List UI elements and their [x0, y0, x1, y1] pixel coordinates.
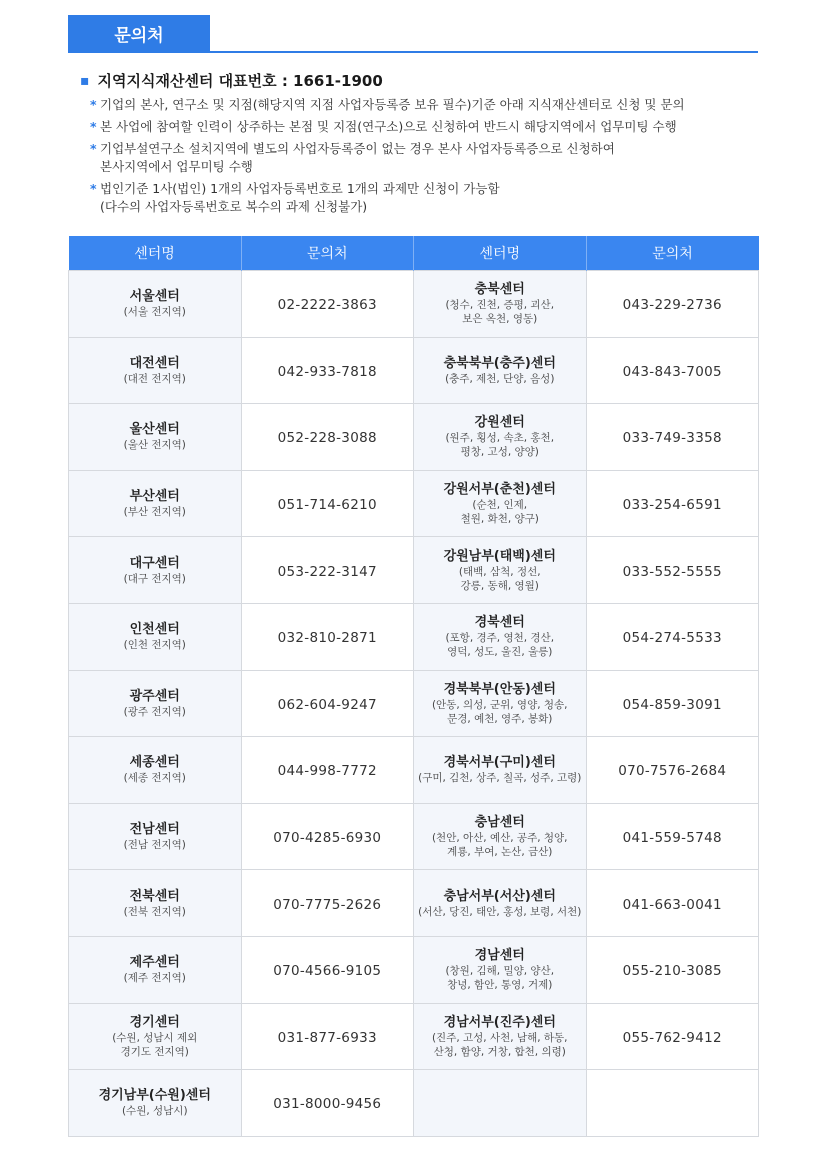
notes-list	[90, 96, 750, 220]
center-name-cell	[414, 337, 587, 404]
center-name-cell	[414, 1003, 587, 1070]
table-row	[69, 470, 759, 537]
phone-cell	[241, 1070, 414, 1137]
phone-cell	[586, 936, 759, 1003]
center-region: (인천 전지역)	[123, 639, 186, 652]
asterisk-icon: *	[90, 181, 97, 196]
center-name: 울산센터	[129, 422, 180, 438]
section-header	[68, 15, 758, 53]
phone-number: 054-274-5533	[622, 630, 722, 647]
center-name: 대전센터	[129, 355, 180, 371]
table-row	[69, 537, 759, 604]
table-header-row	[69, 236, 759, 271]
center-region: (전북 전지역)	[123, 905, 186, 918]
note-item	[90, 96, 750, 114]
center-name: 제주센터	[129, 955, 180, 971]
center-name: 부산센터	[129, 489, 180, 505]
center-name: 충북북부(충주)센터	[443, 355, 556, 371]
column-header: 센터명	[69, 236, 242, 271]
table-row	[69, 803, 759, 870]
table-row	[69, 936, 759, 1003]
phone-number: 054-859-3091	[622, 696, 722, 713]
center-name-cell	[414, 870, 587, 937]
center-name: 경기남부(수원)센터	[98, 1088, 211, 1104]
asterisk-icon: *	[90, 119, 97, 134]
table-body	[69, 271, 759, 1137]
phone-number: 055-762-9412	[622, 1029, 722, 1046]
center-name-cell	[414, 470, 587, 537]
phone-cell	[586, 870, 759, 937]
section-title: 문의처	[68, 15, 210, 51]
center-region: (창원, 김해, 밀양, 양산, 창녕, 함안, 통영, 거제)	[445, 965, 555, 992]
phone-cell	[586, 404, 759, 471]
center-name: 서울센터	[129, 289, 180, 305]
center-name-cell	[414, 603, 587, 670]
phone-cell	[241, 537, 414, 604]
phone-number: 033-749-3358	[622, 430, 722, 447]
phone-cell	[241, 737, 414, 804]
table-row	[69, 670, 759, 737]
phone-number: 070-7576-2684	[618, 763, 727, 780]
main-contact-text: 지역지식재산센터 대표번호 : 1661-1900	[97, 72, 383, 90]
column-header: 센터명	[414, 236, 587, 271]
center-name: 강원센터	[474, 415, 525, 431]
phone-number: 053-222-3147	[277, 563, 377, 580]
center-region: (제주 전지역)	[123, 972, 186, 985]
phone-cell	[586, 470, 759, 537]
phone-number: 041-559-5748	[622, 830, 722, 847]
center-name: 경북서부(구미)센터	[443, 755, 556, 771]
phone-cell	[241, 603, 414, 670]
phone-cell	[241, 670, 414, 737]
phone-number: 044-998-7772	[277, 763, 377, 780]
center-name: 경북북부(안동)센터	[443, 681, 556, 697]
center-region: (진주, 고성, 사천, 남해, 하동, 산청, 함양, 거창, 합천, 의령)	[431, 1031, 568, 1058]
phone-number: 041-663-0041	[622, 896, 722, 913]
center-name-cell	[69, 1003, 242, 1070]
center-name: 충남센터	[474, 815, 525, 831]
center-name: 전북센터	[129, 888, 180, 904]
center-name: 광주센터	[129, 688, 180, 704]
center-region: (충주, 제천, 단양, 음성)	[445, 372, 555, 385]
center-region: (대전 전지역)	[123, 372, 186, 385]
center-name-cell	[414, 537, 587, 604]
center-name-cell	[414, 670, 587, 737]
phone-cell	[586, 1070, 759, 1137]
phone-cell	[241, 870, 414, 937]
center-name: 전남센터	[129, 822, 180, 838]
phone-number: 031-8000-9456	[273, 1096, 382, 1113]
table-row	[69, 870, 759, 937]
phone-cell	[241, 936, 414, 1003]
center-name-cell	[69, 603, 242, 670]
note-item	[90, 140, 750, 176]
center-name-cell	[69, 870, 242, 937]
center-name: 충북센터	[474, 282, 525, 298]
center-name-cell	[69, 737, 242, 804]
note-text: 본 사업에 참여할 인력이 상주하는 본점 및 지점(연구소)으로 신청하여 반드시 해당지역에서 업무미팅 수행	[100, 119, 677, 134]
phone-number: 043-229-2736	[622, 297, 722, 314]
center-region: (대구 전지역)	[123, 572, 186, 585]
phone-cell	[241, 404, 414, 471]
table-row	[69, 1003, 759, 1070]
note-item	[90, 118, 750, 136]
phone-number: 033-254-6591	[622, 497, 722, 514]
table-row	[69, 271, 759, 338]
center-name-cell	[69, 404, 242, 471]
phone-number: 055-210-3085	[622, 963, 722, 980]
center-name-cell	[69, 470, 242, 537]
phone-number: 062-604-9247	[277, 696, 377, 713]
center-region: (천안, 아산, 예산, 공주, 청양, 계룡, 부여, 논산, 금산)	[431, 832, 568, 859]
phone-cell	[241, 1003, 414, 1070]
phone-number: 043-843-7005	[622, 363, 722, 380]
center-region: (전남 전지역)	[123, 839, 186, 852]
center-name-cell	[414, 737, 587, 804]
center-region: (부산 전지역)	[123, 506, 186, 519]
center-name: 세종센터	[129, 755, 180, 771]
center-region: (서산, 당진, 태안, 홍성, 보령, 서천)	[418, 905, 582, 918]
note-text: 기업의 본사, 연구소 및 지점(해당지역 지점 사업자등록증 보유 필수)기준 아래 지식재산센터로 신청 및 문의	[100, 97, 685, 112]
phone-number: 070-7775-2626	[273, 896, 382, 913]
note-text: 기업부설연구소 설치지역에 별도의 사업자등록증이 없는 경우 본사 사업자등록증으로 신청하여 본사지역에서 업무미팅 수행	[100, 141, 615, 174]
center-name-cell	[69, 936, 242, 1003]
center-name: 인천센터	[129, 622, 180, 638]
center-region: (태백, 삼척, 정선, 강릉, 동해, 영월)	[458, 565, 541, 592]
phone-number: 031-877-6933	[277, 1029, 377, 1046]
center-region: (청수, 진천, 증평, 괴산, 보은 옥천, 영동)	[445, 299, 555, 326]
table-row	[69, 337, 759, 404]
center-name-cell	[69, 803, 242, 870]
bullet-icon: ▪	[80, 72, 90, 89]
phone-cell	[586, 603, 759, 670]
phone-number: 052-228-3088	[277, 430, 377, 447]
center-region: (서울 전지역)	[123, 306, 186, 319]
asterisk-icon: *	[90, 141, 97, 156]
center-region: (울산 전지역)	[123, 439, 186, 452]
center-name: 경북센터	[474, 615, 525, 631]
center-name: 경기센터	[129, 1014, 180, 1030]
center-name: 경남센터	[474, 948, 525, 964]
center-name-cell	[69, 1070, 242, 1137]
center-name-cell	[414, 271, 587, 338]
center-name-cell	[414, 1070, 587, 1137]
phone-cell	[586, 337, 759, 404]
center-name: 경남서부(진주)센터	[443, 1014, 556, 1030]
center-name: 강원서부(춘천)센터	[443, 482, 556, 498]
asterisk-icon: *	[90, 97, 97, 112]
contact-table	[68, 236, 759, 1137]
phone-cell	[241, 337, 414, 404]
note-item	[90, 180, 750, 216]
table-row	[69, 737, 759, 804]
phone-cell	[241, 271, 414, 338]
center-region: (광주 전지역)	[123, 705, 186, 718]
center-name: 강원남부(태백)센터	[443, 548, 556, 564]
phone-cell	[586, 737, 759, 804]
center-region: (세종 전지역)	[123, 772, 186, 785]
center-region: (안동, 의성, 군위, 영양, 청송, 문경, 예천, 영주, 봉화)	[431, 698, 568, 725]
table-row	[69, 404, 759, 471]
note-text: 법인기준 1사(법인) 1개의 사업자등록번호로 1개의 과제만 신청이 가능함 (다수의 사업자등록번호로 복수의 과제 신청불가)	[100, 181, 500, 214]
center-name-cell	[69, 337, 242, 404]
table-row	[69, 1070, 759, 1137]
phone-cell	[241, 470, 414, 537]
center-name-cell	[414, 936, 587, 1003]
phone-number: 032-810-2871	[277, 630, 377, 647]
center-name-cell	[69, 271, 242, 338]
phone-number: 051-714-6210	[277, 497, 377, 514]
phone-cell	[586, 1003, 759, 1070]
center-region: (수원, 성남시)	[121, 1105, 188, 1118]
center-name: 충남서부(서산)센터	[443, 888, 556, 904]
center-name-cell	[69, 537, 242, 604]
center-name: 대구센터	[129, 555, 180, 571]
center-name-cell	[69, 670, 242, 737]
center-region: (포항, 경주, 영천, 경산, 영덕, 성도, 울진, 울릉)	[445, 632, 555, 659]
center-name-cell	[414, 803, 587, 870]
table-row	[69, 603, 759, 670]
center-region: (원주, 횡성, 속초, 홍천, 평창, 고성, 양양)	[445, 432, 555, 459]
phone-number: 042-933-7818	[277, 363, 377, 380]
phone-number: 033-552-5555	[622, 563, 722, 580]
center-name-cell	[414, 404, 587, 471]
center-region: (순천, 인제, 철원, 화천, 양구)	[460, 499, 539, 526]
phone-cell	[586, 670, 759, 737]
phone-cell	[586, 271, 759, 338]
phone-number: 02-2222-3863	[277, 297, 377, 314]
center-region: (구미, 김천, 상주, 칠곡, 성주, 고령)	[418, 772, 582, 785]
column-header: 문의처	[241, 236, 414, 271]
phone-cell	[241, 803, 414, 870]
phone-cell	[586, 537, 759, 604]
phone-number: 070-4285-6930	[273, 830, 382, 847]
phone-cell	[586, 803, 759, 870]
main-contact-line	[80, 70, 383, 91]
column-header: 문의처	[586, 236, 759, 271]
phone-number: 070-4566-9105	[273, 963, 382, 980]
center-region: (수원, 성남시 제외 경기도 전지역)	[112, 1031, 198, 1058]
